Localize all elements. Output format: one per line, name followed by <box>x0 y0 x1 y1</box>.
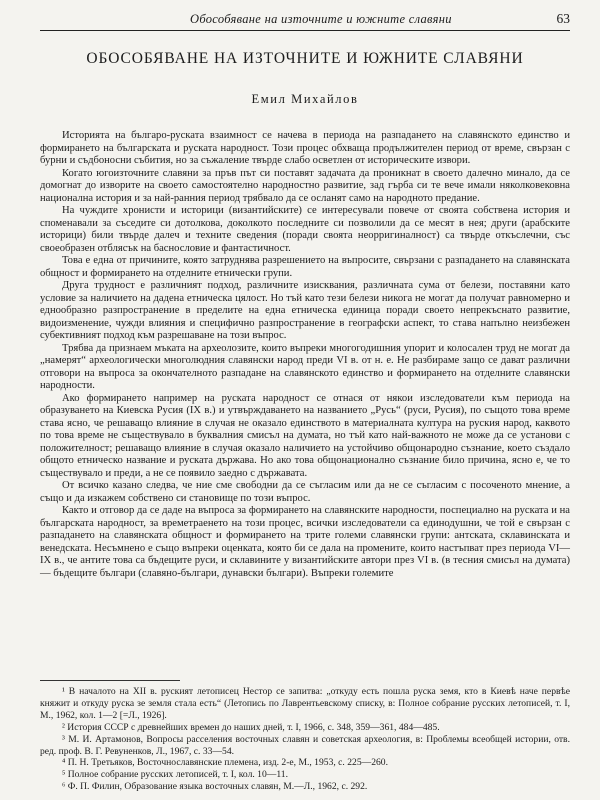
paragraph: Историята на българо-руската взаимност се начева в периода на разпадането на славянското единство и формирането на българската и руската народност. Този процес обхваща продължителен период от време, свързан с бурни и съдбоносни събития, но за съжаление твърде слабо осветлен от историческите извори. <box>40 130 570 166</box>
footnote: ³ М. И. Артамонов, Вопросы расселения восточных славян и советская археология, в: Проблемы всеобщей истории, отв. ред. проф. В. Г. Ревуненков, Л., 1967, с. 33—54. <box>40 733 570 757</box>
paragraph: Както и отговор да се даде на въпроса за формирането на славянските народности, поспециално на руската и на българската народност, за времетраенето на този процес, всички изследователи са единодушни, че той е свързан с разпадането на славянската общност и формирането на трите големи славянски групи: антската, склавинската и венедската. Несъмнено е също въпреки оценката, която би се дала на промените, които настъпват през периода VI—IX в., че антите това са бъдещите руси, и склавините у византийските автори през VI в. (в тесния смисъл на думата) — бъдещите българи (славяно-българи, дунавски българи). Въпреки големите <box>40 505 570 579</box>
author-name: Емил Михайлов <box>251 92 359 106</box>
footnotes <box>40 686 570 793</box>
footnote: ² История СССР с древнейших времен до наших дней, т. I, 1966, с. 348, 359—361, 484—485. <box>62 721 440 733</box>
article-body <box>40 130 570 580</box>
footnote: ⁴ П. Н. Третьяков, Восточнославянские племена, изд. 2-е, М., 1953, с. 225—260. <box>62 757 388 769</box>
paragraph: Когато югоизточните славяни за пръв път си поставят задачата да проникнат в своето далечно минало, да се домогнат до изворите на своето самостоятелно народностно развитие, зад гърба си те вече имали няколковековна национална история и за най-ранния период трябвало да се осланят само на народното предание. <box>40 167 570 204</box>
running-head-title: Обособяване на източните и южните славяни <box>190 12 452 26</box>
paragraph: Това е една от причините, която затруднява разрешението на въпросите, свързани с разпадането на славянската общност и формирането на отделните етнически групи. <box>40 255 570 279</box>
running-head <box>40 8 570 31</box>
paragraph: На чуждите хронисти и историци (византийските) се интересували повече от своята собствена история и споменавали за съседите си дотолкова, доколкото последните си позволили да се месят в нея; други (арабските историци) били твърде далеч и техните сведения (поради своята неорригиналност) са твърде откъслечни, със своеобразен отблясък на баснословие и фантастичност. <box>40 205 570 254</box>
paragraph: Друга трудност е различният подход, различните изисквания, различната сума от белези, поставяни като условие за наличието на дадена етническа цялост. Но тъй като тези белези никога не могат да получат равномерно и еднообразно разпространение в пределите на една етническа единица поради своето непрекъснато развитие, видоизменение, чужди влияния и специфично разпространение в географски аспект, то става напълно неизбежен субективният подход към разрешаване на този въпрос. <box>40 280 570 341</box>
article-title: ОБОСОБЯВАНЕ НА ИЗТОЧНИТЕ И ЮЖНИТЕ СЛАВЯНИ <box>86 50 524 67</box>
footnote: ⁶ Ф. П. Филин, Образование языка восточных славян, М.—Л., 1962, с. 292. <box>62 781 368 793</box>
footnote: ⁵ Полное собрание русских летописей, т. I, кол. 10—11. <box>62 769 288 781</box>
page-number: 63 <box>556 11 570 26</box>
paragraph: От всичко казано следва, че ние сме свободни да се съгласим или да не се съгласим с посоченото мнение, а също и да изкажем собствено си становище по този въпрос. <box>40 480 570 504</box>
footnote: ¹ В началото на XII в. руският летописец Нестор се запитва: „откуду есть пошла руска земя, кто в Киевѣ наче первѣе княжит и откуду руска зе земля стала есть“ (Летопись по Лаврентьевскому списку, в: Полное собрание русских летописей, т. I, М., 1962, кол. 1—2 [=Л., 1926]. <box>40 686 570 721</box>
paragraph: Ако формирането например на руската народност се отнася от някои изследователи към периода на образуването на Киевска Русия (IX в.) и утвърждаването на названието „Русь“ (руси, Русия), по същото това време става ясно, че решаващо влияние в случая не оказало единството в материалната култура на руския народ, каквото по това време не съществувало в буквалния смисъл на думата, но тъй като най-важното не може да се установи с положителност; решаващо влияние в случая оказало наличието на устойчиво общонародно съзнание, което създало общото етническо название и руската държава. Но ако това общонационално съзнание било причина, ясно е, че то съществувало и преди, а не се появило заедно с държавата. <box>40 392 570 479</box>
paragraph: Трябва да признаем мъката на археолозите, които въпреки многогодишния упорит и колосален труд не могат да „намерят“ археологически многолюдния славянски народ преди VI в. от н. е. Не разбираме защо се дават различни отговори на въпроса за окончателното разпадане на славянското единство и формирането на отделните славянски народности. <box>40 342 570 391</box>
footnote-divider <box>40 680 180 681</box>
